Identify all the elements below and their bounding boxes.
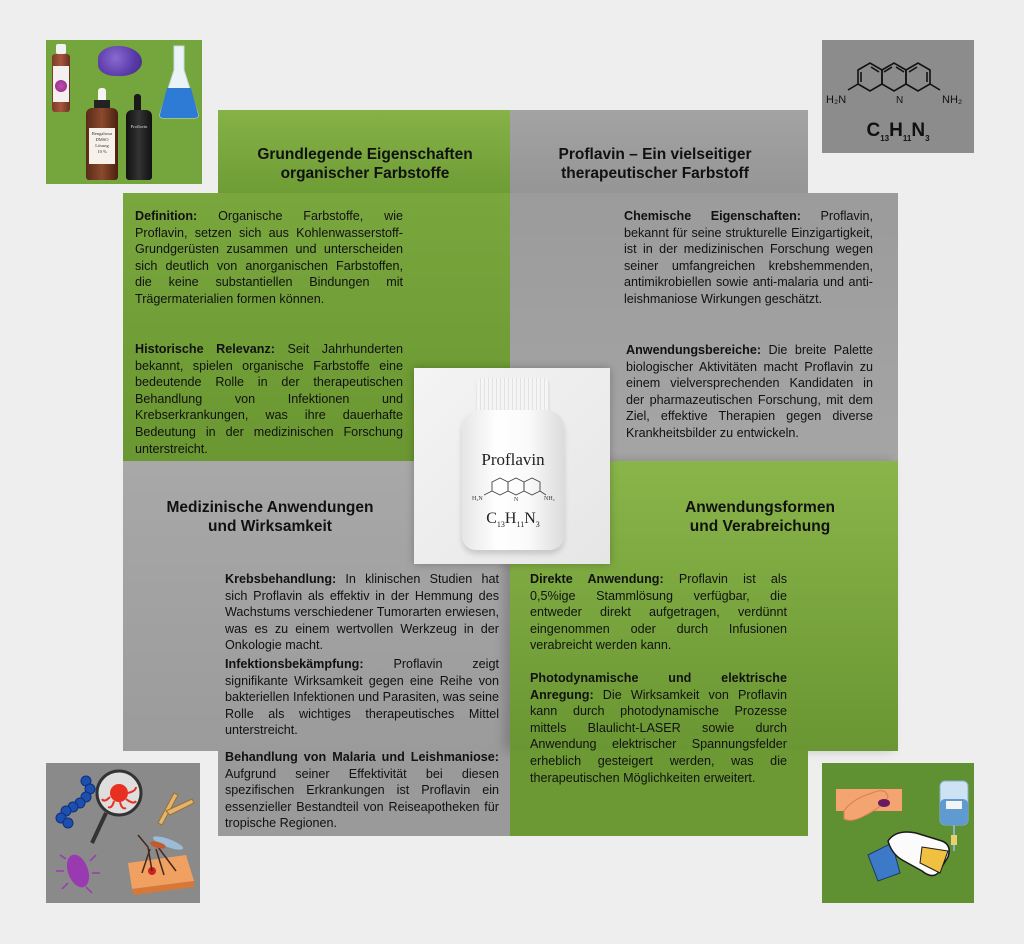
- paragraph-cancer-treatment: [225, 571, 499, 654]
- formula-element: H: [504, 510, 517, 527]
- streptococcus-icon: [56, 776, 95, 828]
- label-line: Bengalrosa: [91, 131, 113, 136]
- paragraph-text: In klinischen Studien hat sich Proflavin als effektiv in der Hemmung des Wachstums verschiedener Tumorarten erwiesen, was es zu einem wertvollen Werkzeug in der Onkologie macht.: [225, 572, 499, 653]
- label-line: 10 %: [97, 149, 107, 154]
- dye-products-image: [46, 40, 202, 184]
- magnifier-icon: [92, 771, 141, 843]
- black-dropper-tip: [134, 94, 141, 110]
- application-illustration: [822, 763, 974, 903]
- violet-crystals-icon: [98, 46, 142, 76]
- pathogens-illustration: [46, 763, 200, 903]
- title-line: Anwendungsformen: [685, 499, 835, 516]
- proflavin-structure-icon: [470, 474, 556, 506]
- title-line: Medizinische Anwendungen: [166, 499, 374, 516]
- paragraph-text: Die Wirksamkeit von Proflavin kann durch photodynamische Prozesse mittels Blaulicht-LASER sowie durch Anwendung elektrischer Spannungsfelder erheblich gesteigert werden, was die therapeutischen Möglichkeiten erweitert.: [530, 687, 787, 785]
- paragraph-label: Anwendungsbereiche:: [626, 343, 762, 357]
- bengalrosa-bottle: [86, 108, 118, 180]
- structure-left-amine: H₂N: [826, 94, 847, 106]
- application-methods-image: [822, 763, 974, 903]
- formula-subscript: 13: [496, 520, 505, 530]
- iv-bag-icon: [940, 781, 968, 851]
- formula-element: C: [486, 510, 497, 527]
- paragraph-chemical-properties: [624, 208, 873, 308]
- paragraph-label: Photodynamische und elektrische Anregung:: [530, 671, 787, 702]
- bottle-formula: [462, 510, 564, 529]
- formula-element: H: [889, 120, 903, 141]
- section-title-application-forms: [640, 498, 880, 536]
- paragraph-text: Seit Jahrhunderten bekannt, spielen organische Farbstoffe eine bedeutende Rolle in der therapeutischen Behandlung von Infektionen und Krebserkrankungen, was ihre dauerhafte Bedeutung in der medizinischen Forschung unterstreicht.: [135, 342, 403, 456]
- bottle-cap: [477, 378, 549, 412]
- section-title-basics: [230, 145, 500, 183]
- dropper-bottle-neck: [94, 100, 110, 108]
- paragraph-label: Direkte Anwendung:: [530, 572, 664, 586]
- section-title-proflavin: [530, 145, 780, 183]
- title-line: organischer Farbstoffe: [280, 165, 450, 182]
- paragraph-text: Proflavin, bekannt für seine strukturelle Einzigartigkeit, ist in der medizinischen Forschung wegen seiner umfangreichen krebshemmenden, antimikrobiellen sowie anti-malaria und anti-leishmaniose Wirkungen geschätzt.: [624, 209, 873, 306]
- paragraph-malaria-leishmaniasis: [225, 749, 499, 832]
- mosquito-on-skin-icon: [128, 834, 194, 895]
- hand-application-icon: [836, 789, 902, 820]
- fungus-icon: [158, 793, 194, 825]
- bottle-label: Proflavin: [130, 124, 148, 129]
- formula-element: N: [524, 510, 536, 527]
- formula-subscript: 13: [880, 133, 890, 143]
- bacterium-icon: [56, 852, 100, 893]
- paragraph-application-areas: [626, 342, 873, 442]
- paragraph-photodynamic: [530, 670, 787, 786]
- dropper-bottle-icon: [98, 88, 106, 100]
- structure-ring-nitrogen: N: [896, 95, 904, 106]
- rhinamycin-bottle-icon: [56, 44, 66, 54]
- svg-text:N: N: [514, 497, 519, 503]
- pathogens-image: [46, 763, 200, 903]
- paragraph-historical: [135, 341, 403, 457]
- svg-text:H₂N: H₂N: [472, 496, 483, 502]
- formula-subscript: 11: [902, 133, 912, 143]
- paragraph-text: Proflavin ist als 0,5%ige Stammlösung verfügbar, die entweder direkt aufgetragen, verdünnt eingenommen oder durch Infusionen verabreicht werden kann.: [530, 572, 787, 653]
- paragraph-label: Krebsbehandlung:: [225, 572, 337, 586]
- formula-subscript: 11: [516, 520, 525, 530]
- molecular-formula: [822, 120, 974, 143]
- rhinamycin-bottle-body: [52, 54, 70, 112]
- formula-element: N: [911, 120, 926, 141]
- bottle-label: [53, 66, 69, 102]
- blue-light-device-icon: [868, 832, 949, 881]
- paragraph-label: Infektionsbekämpfung:: [225, 657, 364, 671]
- erlenmeyer-flask-icon: [158, 44, 200, 120]
- paragraph-text: Aufgrund seiner Effektivität bei diesen spezifischen Erkrankungen ist Proflavin ein essenzieller Bestandteil von Reiseapotheken für tropische Regionen.: [225, 766, 499, 831]
- structure-right-amine: NH₂: [942, 94, 963, 106]
- formula-subscript: 3: [535, 520, 540, 530]
- paragraph-label: Chemische Eigenschaften:: [624, 209, 801, 223]
- paragraph-direct-application: [530, 571, 787, 654]
- paragraph-label: Behandlung von Malaria und Leishmaniose:: [225, 750, 499, 764]
- proflavin-bottle-image: [414, 368, 610, 564]
- paragraph-text: Organische Farbstoffe, wie Proflavin, setzen sich aus Kohlenwasserstoff-Grundgerüsten zusammen und unterscheiden sich deutlich von anorganischen Farbstoffen, die keine substantiellen Bindungen mit Trägermaterialien formen können.: [135, 209, 403, 306]
- section-title-medical: [140, 498, 400, 536]
- bottle-label: [89, 128, 115, 164]
- title-line: Grundlegende Eigenschaften: [257, 146, 473, 163]
- title-line: therapeutischer Farbstoff: [561, 165, 749, 182]
- bottle-label-text: Proflavin: [481, 450, 545, 469]
- label-line: DMSO: [95, 137, 109, 142]
- formula-subscript: 3: [925, 133, 930, 143]
- svg-text:NH₂: NH₂: [544, 496, 555, 502]
- title-line: und Verabreichung: [689, 518, 831, 535]
- paragraph-text: Proflavin zeigt signifikante Wirksamkeit gegen eine Reihe von bakteriellen Infektionen und Parasiten, was seine Rolle als wichtiges therapeutisches Mittel unterstreicht.: [225, 657, 499, 738]
- paragraph-infection-fighting: [225, 656, 499, 739]
- formula-element: C: [866, 120, 881, 141]
- title-line: Proflavin – Ein vielseitiger: [558, 146, 752, 163]
- paragraph-text: Die breite Palette biologischer Aktivitäten macht Proflavin zu einem vielversprechenden Kandidaten in der pharmazeutischen Forschung, mit dem Ziel, effektive Therapien gegen diverse Krankheitsbilder zu entwickeln.: [626, 343, 873, 440]
- label-line: Lösung: [95, 143, 109, 148]
- proflavin-structure-card: [822, 40, 974, 153]
- paragraph-definition: [135, 208, 403, 308]
- paragraph-label: Definition:: [135, 209, 198, 223]
- paragraph-label: Historische Relevanz:: [135, 342, 275, 356]
- crystal-swatch-icon: [55, 80, 67, 92]
- title-line: und Wirksamkeit: [208, 518, 332, 535]
- proflavin-dropper-bottle: [126, 110, 152, 180]
